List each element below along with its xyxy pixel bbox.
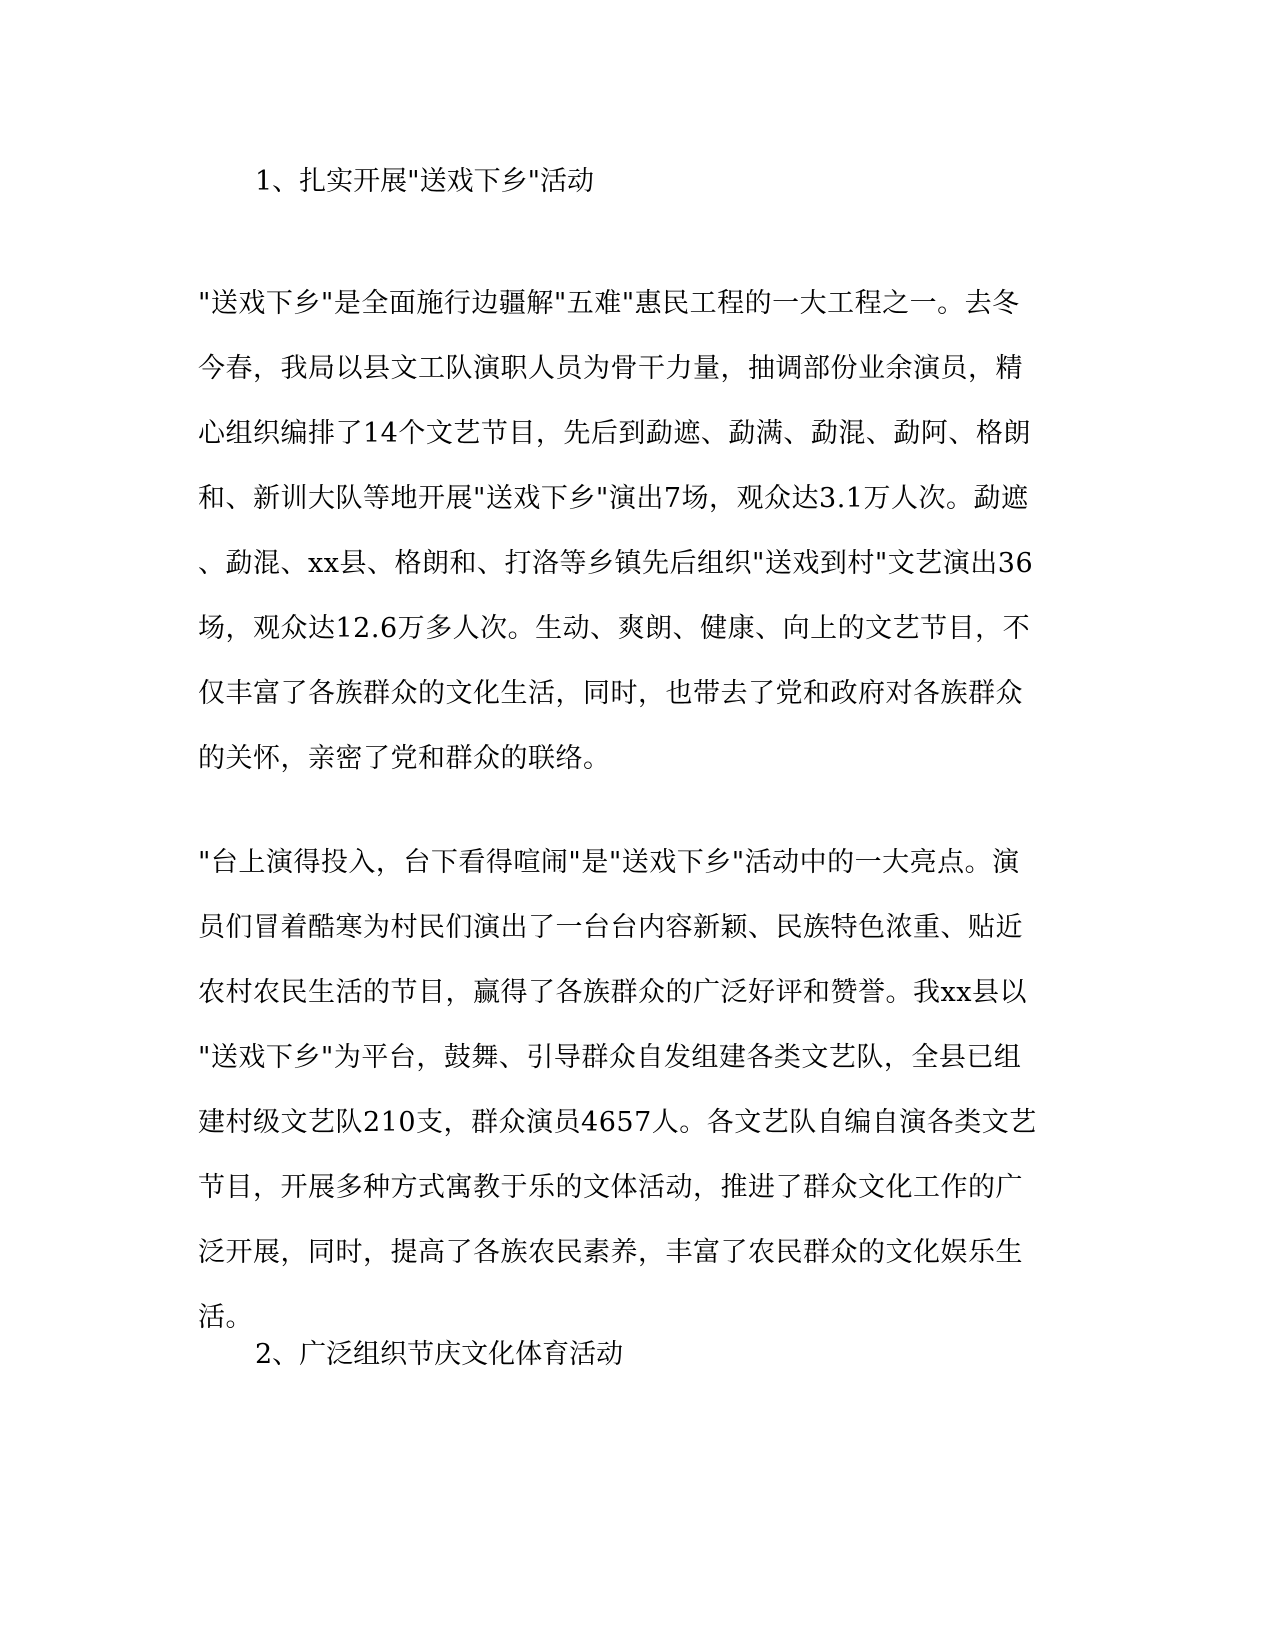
paragraph-line: 场，观众达12.6万多人次。生动、爽朗、健康、向上的文艺节目，不 [198,613,1031,644]
paragraph-line: 、勐混、xx县、格朗和、打洛等乡镇先后组织"送戏到村"文艺演出36 [198,548,1034,579]
paragraph-1 [198,271,1078,791]
section-heading-1: 1、扎实开展"送戏下乡"活动 [255,166,595,197]
paragraph-line: 活。 [198,1302,253,1333]
paragraph-line: "台上演得投入，台下看得喧闹"是"送戏下乡"活动中的一大亮点。演 [198,847,1020,878]
paragraph-line: 的关怀，亲密了党和群众的联络。 [198,743,611,774]
section-heading-2: 2、广泛组织节庆文化体育活动 [255,1339,624,1370]
paragraph-line: 泛开展，同时，提高了各族农民素养，丰富了农民群众的文化娱乐生 [198,1237,1023,1268]
paragraph-line: 节目，开展多种方式寓教于乐的文体活动，推进了群众文化工作的广 [198,1172,1023,1203]
paragraph-2 [198,830,1078,1350]
paragraph-line: 心组织编排了14个文艺节目，先后到勐遮、勐满、勐混、勐阿、格朗 [198,418,1031,449]
paragraph-line: 员们冒着酷寒为村民们演出了一台台内容新颖、民族特色浓重、贴近 [198,912,1023,943]
paragraph-line: "送戏下乡"为平台，鼓舞、引导群众自发组建各类文艺队，全县已组 [198,1042,1022,1073]
paragraph-line: "送戏下乡"是全面施行边疆解"五难"惠民工程的一大工程之一。去冬 [198,288,1020,319]
paragraph-line: 建村级文艺队210支，群众演员4657人。各文艺队自编自演各类文艺 [198,1107,1037,1138]
paragraph-line: 今春，我局以县文工队演职人员为骨干力量，抽调部份业余演员，精 [198,353,1023,384]
paragraph-line: 仅丰富了各族群众的文化生活，同时，也带去了党和政府对各族群众 [198,678,1023,709]
paragraph-line: 农村农民生活的节目，赢得了各族群众的广泛好评和赞誉。我xx县以 [198,977,1027,1008]
paragraph-line: 和、新训大队等地开展"送戏下乡"演出7场，观众达3.1万人次。勐遮 [198,483,1029,514]
